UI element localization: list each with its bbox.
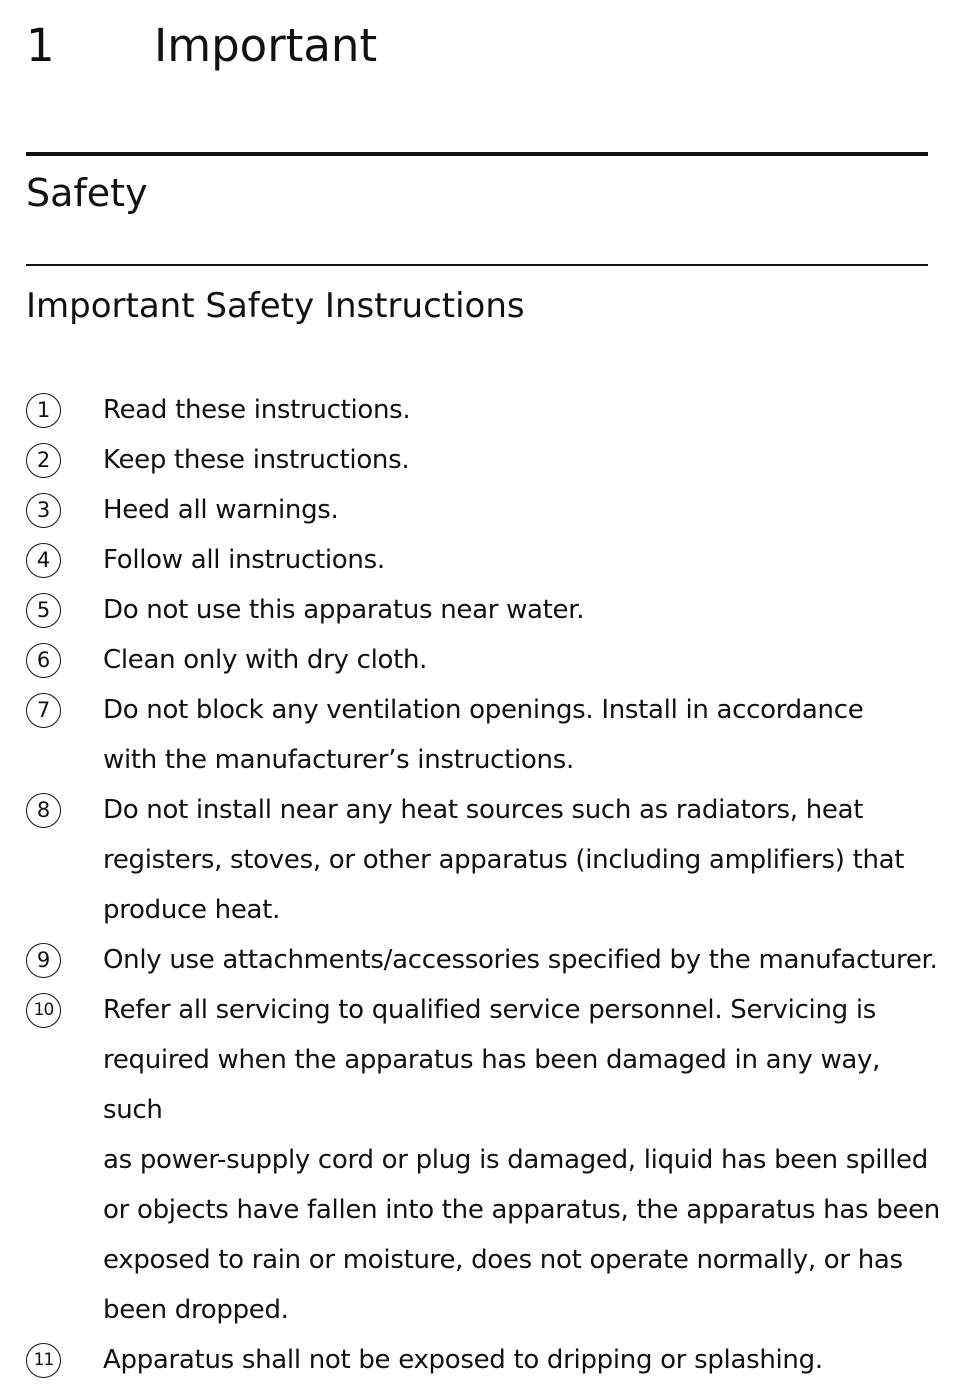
- section-divider: [26, 152, 928, 156]
- instruction-text: Do not block any ventilation openings. Install in accordance with the manufacturer’s instructions.: [103, 695, 864, 775]
- chapter-number: 1: [26, 19, 55, 72]
- instruction-item: [26, 935, 946, 985]
- instruction-item: [26, 385, 946, 435]
- subsection-divider: [26, 264, 928, 266]
- instruction-text: Apparatus shall not be exposed to dripping or splashing.: [103, 1345, 823, 1375]
- subsection-title: Important Safety Instructions: [26, 286, 525, 326]
- instruction-text: Read these instructions.: [103, 395, 411, 425]
- instruction-item: [26, 485, 946, 535]
- instruction-item: [26, 635, 946, 685]
- circled-number-marker: 2: [26, 443, 61, 478]
- circled-number-marker: 7: [26, 693, 61, 728]
- instruction-item: [26, 435, 946, 485]
- instruction-item: [26, 1335, 946, 1385]
- instruction-list: [26, 385, 946, 1385]
- instruction-text: Follow all instructions.: [103, 545, 385, 575]
- instruction-text: Only use attachments/accessories specified by the manufacturer.: [103, 945, 938, 975]
- circled-number-marker: 6: [26, 643, 61, 678]
- circled-number-marker: 1: [26, 393, 61, 428]
- section-title: Safety: [26, 171, 148, 215]
- instruction-text: Do not install near any heat sources such as radiators, heat registers, stoves, or other apparatus (including amplifiers) that produce heat.: [103, 795, 905, 925]
- instruction-text: Keep these instructions.: [103, 445, 410, 475]
- circled-number-marker: 3: [26, 493, 61, 528]
- instruction-text: Do not use this apparatus near water.: [103, 595, 585, 625]
- instruction-text: Clean only with dry cloth.: [103, 645, 428, 675]
- instruction-text: Refer all servicing to qualified service personnel. Servicing is required when the apparatus has been damaged in any way, such as power-supply cord or plug is damaged, liquid has been spilled or objects have fallen into the apparatus, the apparatus has been exposed to rain or moisture, does not operate normally, or has been dropped.: [103, 995, 940, 1325]
- instruction-item: [26, 685, 946, 785]
- instruction-text: Heed all warnings.: [103, 495, 339, 525]
- circled-number-marker: 9: [26, 943, 61, 978]
- instruction-item: [26, 535, 946, 585]
- instruction-item: [26, 985, 946, 1335]
- circled-number-marker: 4: [26, 543, 61, 578]
- circled-number-marker: 8: [26, 793, 61, 828]
- chapter-title: Important: [154, 19, 378, 72]
- instruction-item: [26, 785, 946, 935]
- circled-number-marker: 5: [26, 593, 61, 628]
- instruction-item: [26, 585, 946, 635]
- circled-number-marker: 11: [26, 1343, 61, 1378]
- circled-number-marker: 10: [26, 993, 61, 1028]
